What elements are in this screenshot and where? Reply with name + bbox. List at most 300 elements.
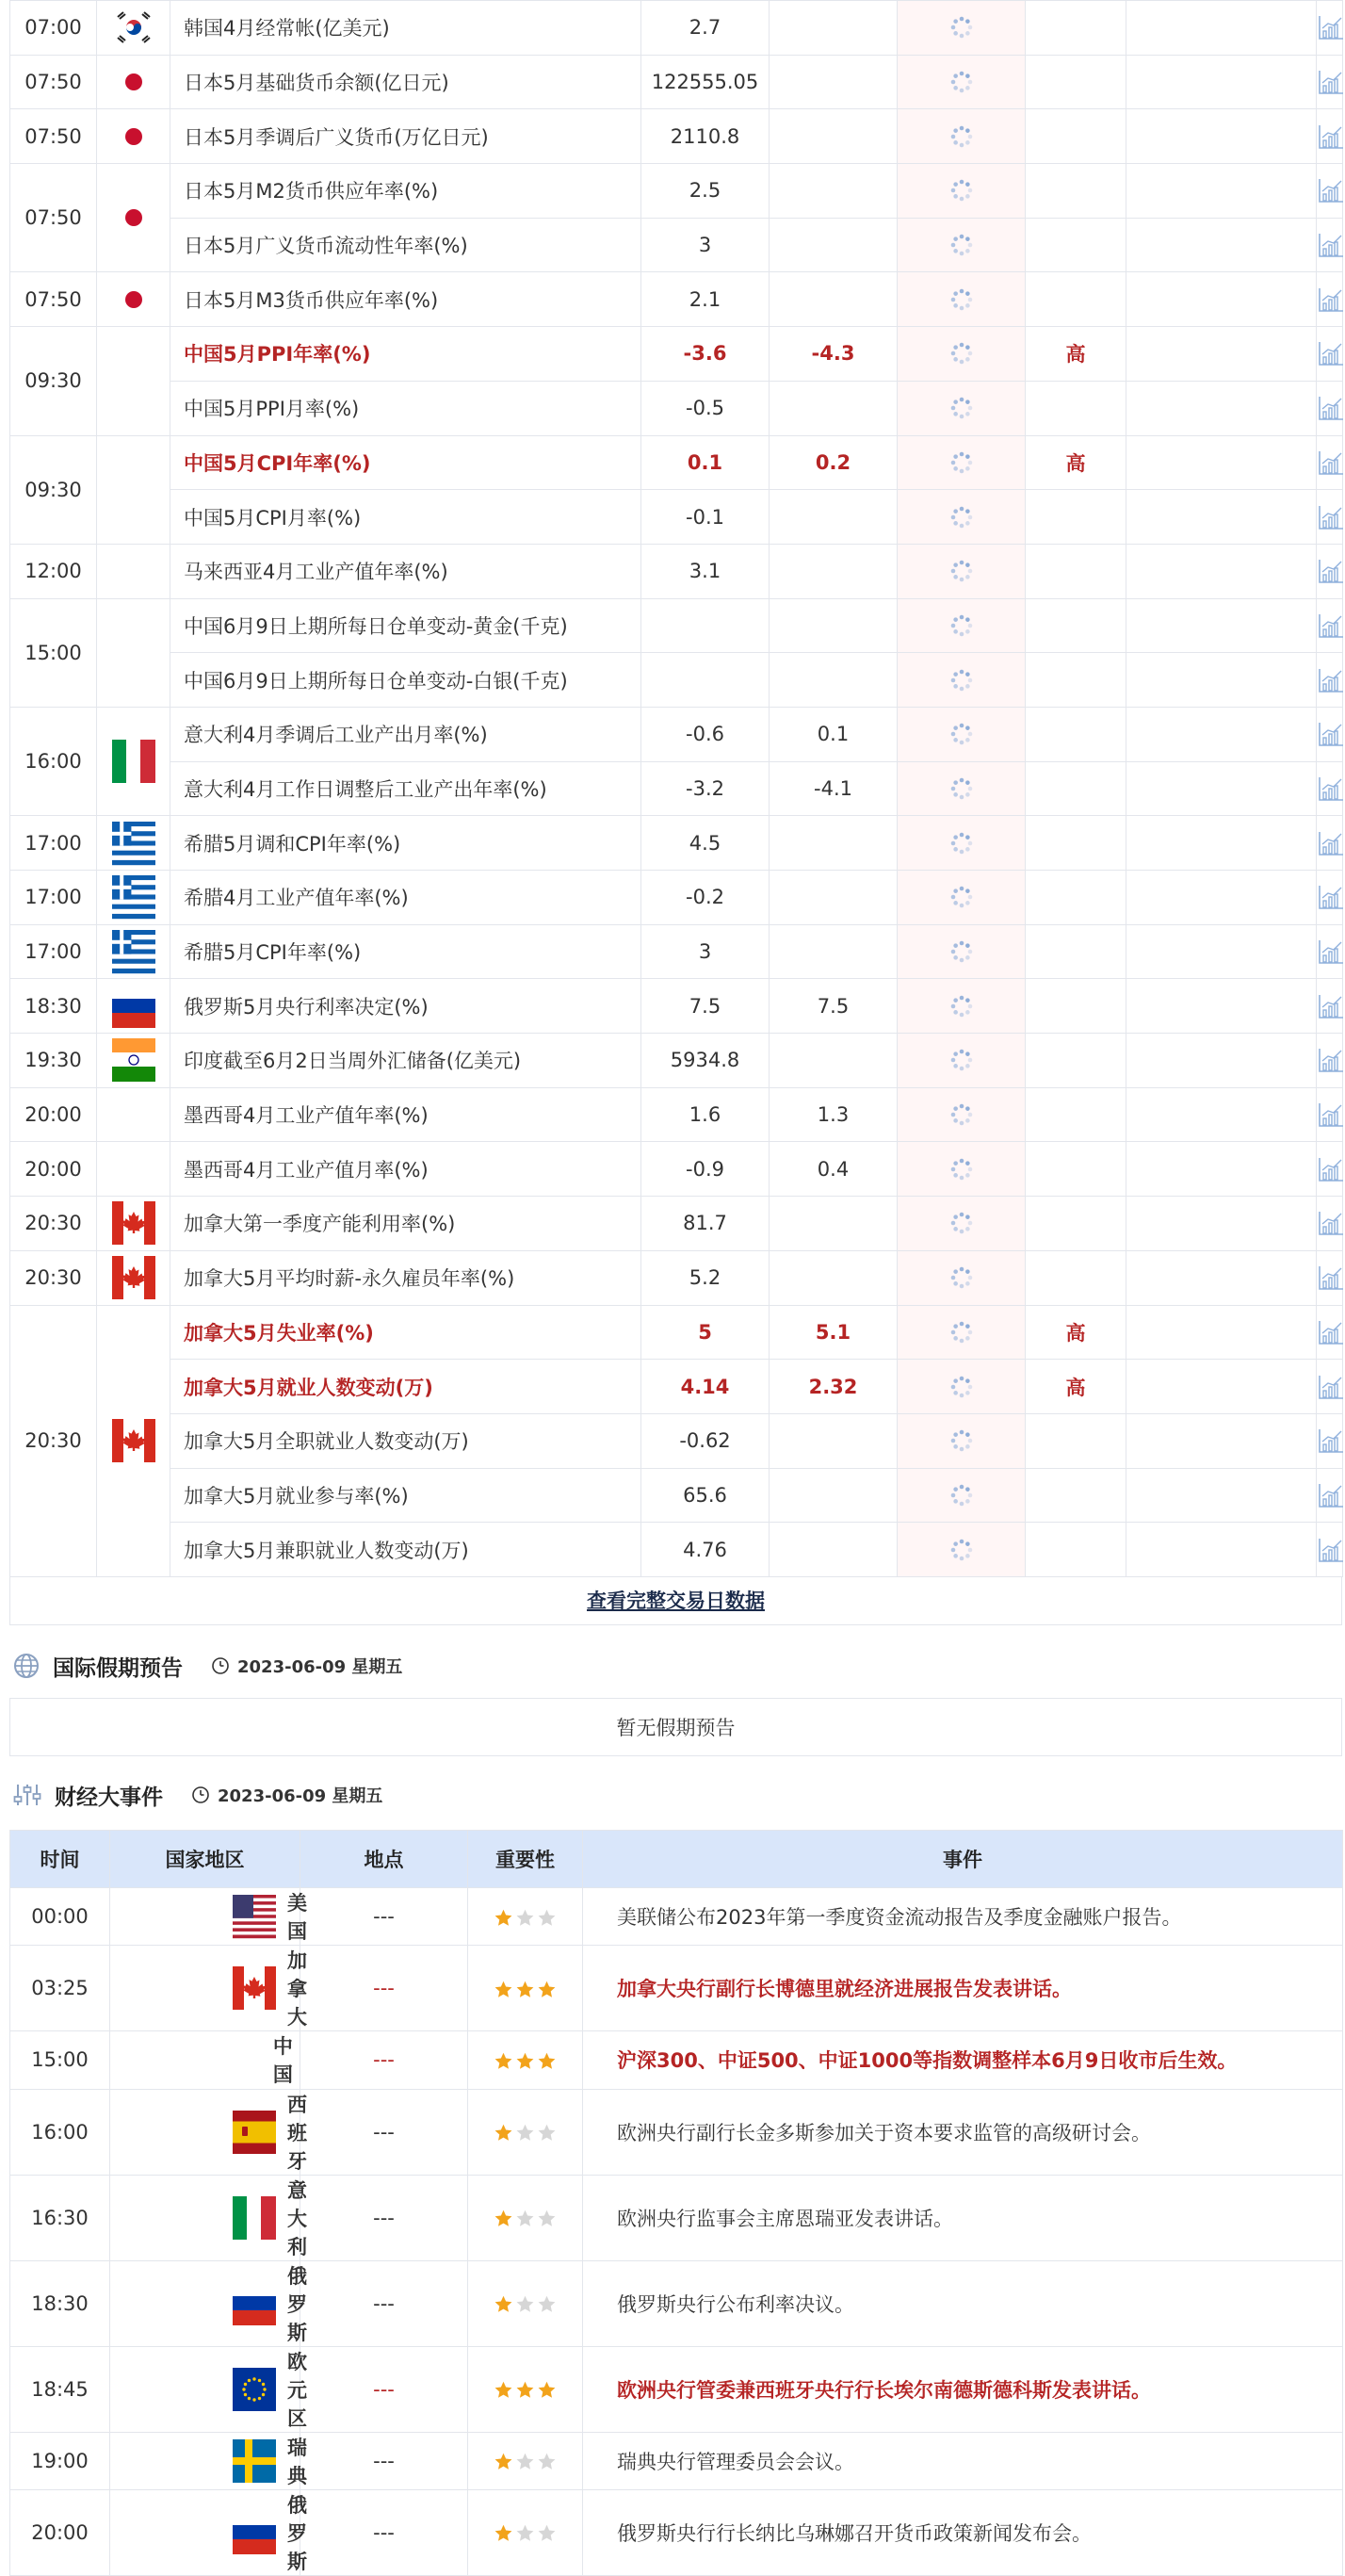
impact-cell — [1126, 598, 1317, 653]
impact-cell — [1126, 1142, 1317, 1197]
chart-cell — [1317, 816, 1343, 871]
event-row — [10, 1946, 1343, 2031]
chart-icon[interactable] — [1317, 1101, 1345, 1129]
event-country-name: 中国 — [272, 2035, 293, 2087]
chart-icon[interactable] — [1317, 448, 1345, 477]
economic-calendar-table — [9, 0, 1343, 1577]
italy-flag-icon — [233, 2196, 276, 2240]
actual-value-loading — [898, 381, 1026, 435]
chart-icon[interactable] — [1317, 1264, 1345, 1292]
star-filled-icon — [515, 2380, 535, 2400]
release-time: 20:30 — [10, 1250, 97, 1305]
release-time: 20:00 — [10, 1142, 97, 1197]
star-empty-icon — [515, 2452, 535, 2471]
importance-label — [1026, 871, 1126, 925]
star-empty-icon — [537, 2523, 557, 2543]
forecast-value — [770, 55, 898, 109]
clock-icon — [211, 1656, 230, 1675]
indicator-name: 加拿大5月就业参与率(%) — [170, 1468, 641, 1523]
impact-cell — [1126, 1087, 1317, 1142]
impact-cell — [1126, 1468, 1317, 1523]
calendar-row — [10, 164, 1343, 219]
loading-spinner-icon — [948, 938, 975, 965]
event-country-cell — [110, 1946, 307, 2031]
impact-cell — [1126, 435, 1317, 490]
chart-icon[interactable] — [1317, 1209, 1345, 1237]
forecast-value — [770, 653, 898, 708]
release-time: 07:50 — [10, 164, 97, 272]
importance-label — [1026, 816, 1126, 871]
chart-icon[interactable] — [1317, 231, 1345, 259]
chart-icon[interactable] — [1317, 611, 1345, 640]
calendar-row — [10, 490, 1343, 545]
forecast-value — [770, 164, 898, 219]
header-event: 事件 — [583, 1831, 1343, 1888]
star-filled-icon — [494, 2051, 513, 2071]
event-importance-stars — [468, 1946, 583, 2031]
importance-label — [1026, 761, 1126, 816]
indicator-name: 加拿大5月失业率(%) — [170, 1305, 641, 1360]
japan-flag-icon — [112, 278, 155, 321]
forecast-value: 7.5 — [770, 979, 898, 1034]
india-flag-icon — [112, 1038, 155, 1082]
chart-icon[interactable] — [1317, 339, 1345, 367]
loading-spinner-icon — [948, 884, 975, 910]
chart-icon[interactable] — [1317, 13, 1345, 41]
star-empty-icon — [515, 2123, 535, 2143]
impact-cell — [1126, 272, 1317, 327]
actual-value-loading — [898, 1142, 1026, 1197]
indicator-name: 希腊5月调和CPI年率(%) — [170, 816, 641, 871]
indicator-name: 加拿大5月兼职就业人数变动(万) — [170, 1523, 641, 1577]
star-filled-icon — [494, 1908, 513, 1928]
impact-cell — [1126, 109, 1317, 164]
calendar-row — [10, 109, 1343, 164]
actual-value-loading — [898, 1468, 1026, 1523]
chart-cell — [1317, 924, 1343, 979]
indicator-name: 日本5月广义货币流动性年率(%) — [170, 218, 641, 272]
event-location: --- — [300, 2031, 468, 2089]
star-empty-icon — [515, 1908, 535, 1928]
impact-cell — [1126, 707, 1317, 761]
event-location: --- — [300, 1888, 468, 1946]
importance-label — [1026, 1087, 1126, 1142]
event-country-name: 美国 — [287, 1892, 307, 1944]
event-country-cell — [110, 2260, 307, 2346]
view-full-day-data-link[interactable]: 查看完整交易日数据 — [587, 1590, 765, 1612]
importance-label — [1026, 979, 1126, 1034]
actual-value-loading — [898, 1360, 1026, 1414]
calendar-row — [10, 1468, 1343, 1523]
impact-cell — [1126, 1250, 1317, 1305]
event-importance-stars — [468, 2089, 583, 2175]
calendar-row — [10, 1142, 1343, 1197]
chart-icon[interactable] — [1317, 1318, 1345, 1346]
importance-label — [1026, 55, 1126, 109]
loading-spinner-icon — [948, 1047, 975, 1073]
events-section-title: 财经大事件 — [55, 1785, 163, 1810]
event-country-name: 意大利 — [287, 2178, 307, 2258]
chart-cell — [1317, 435, 1343, 490]
sliders-icon — [13, 1782, 41, 1808]
chart-cell — [1317, 653, 1343, 708]
indicator-name: 墨西哥4月工业产值年率(%) — [170, 1087, 641, 1142]
release-time: 15:00 — [10, 598, 97, 707]
loading-spinner-icon — [948, 177, 975, 204]
chart-cell — [1317, 1197, 1343, 1251]
chart-icon[interactable] — [1317, 285, 1345, 314]
chart-cell — [1317, 490, 1343, 545]
indicator-name: 墨西哥4月工业产值月率(%) — [170, 1142, 641, 1197]
previous-value — [641, 653, 770, 708]
star-filled-icon — [494, 2380, 513, 2400]
actual-value-loading — [898, 490, 1026, 545]
chart-icon[interactable] — [1317, 1427, 1345, 1455]
event-description: 欧洲央行监事会主席恩瑞亚发表讲话。 — [583, 2175, 1343, 2260]
calendar-row — [10, 598, 1343, 653]
canada-flag-icon — [112, 1256, 155, 1299]
indicator-name: 中国5月PPI年率(%) — [170, 327, 641, 382]
actual-value-loading — [898, 761, 1026, 816]
event-row — [10, 2489, 1343, 2575]
previous-value: -0.9 — [641, 1142, 770, 1197]
country-flag-cell — [97, 164, 170, 272]
canada-flag-icon — [233, 1966, 276, 2010]
greece-flag-icon — [112, 822, 155, 865]
actual-value-loading — [898, 435, 1026, 490]
actual-value-loading — [898, 979, 1026, 1034]
loading-spinner-icon — [948, 286, 975, 313]
chart-icon[interactable] — [1317, 122, 1345, 151]
calendar-row — [10, 544, 1343, 598]
event-importance-stars — [468, 2432, 583, 2489]
calendar-row — [10, 979, 1343, 1034]
actual-value-loading — [898, 653, 1026, 708]
event-country-name: 俄罗斯 — [287, 2264, 307, 2344]
event-country-cell — [110, 2175, 307, 2260]
forecast-value — [770, 490, 898, 545]
release-time: 09:30 — [10, 327, 97, 435]
event-location: --- — [300, 2089, 468, 2175]
country-flag-cell — [97, 1142, 170, 1197]
chart-icon[interactable] — [1317, 1481, 1345, 1509]
more-data-row — [9, 1576, 1342, 1625]
loading-spinner-icon — [948, 232, 975, 258]
event-location: --- — [300, 2432, 468, 2489]
event-time: 03:25 — [10, 1946, 110, 2031]
previous-value: 81.7 — [641, 1197, 770, 1251]
country-flag-cell — [97, 1087, 170, 1142]
country-flag-cell — [97, 1250, 170, 1305]
indicator-name: 日本5月M2货币供应年率(%) — [170, 164, 641, 219]
star-empty-icon — [515, 2523, 535, 2543]
japan-flag-icon — [112, 60, 155, 104]
forecast-value: 2.32 — [770, 1360, 898, 1414]
actual-value-loading — [898, 707, 1026, 761]
events-header-row — [10, 1831, 1343, 1888]
loading-spinner-icon — [948, 775, 975, 802]
actual-value-loading — [898, 164, 1026, 219]
chart-cell — [1317, 1087, 1343, 1142]
chart-icon[interactable] — [1317, 394, 1345, 422]
event-country-cell — [110, 2432, 307, 2489]
chart-icon[interactable] — [1317, 1155, 1345, 1183]
star-empty-icon — [537, 2452, 557, 2471]
previous-value: -0.5 — [641, 381, 770, 435]
impact-cell — [1126, 979, 1317, 1034]
importance-label — [1026, 1034, 1126, 1088]
star-filled-icon — [494, 2123, 513, 2143]
chart-icon[interactable] — [1317, 503, 1345, 531]
star-filled-icon — [515, 2051, 535, 2071]
forecast-value — [770, 1250, 898, 1305]
indicator-name: 日本5月M3货币供应年率(%) — [170, 272, 641, 327]
loading-spinner-icon — [948, 1427, 975, 1454]
forecast-value — [770, 871, 898, 925]
previous-value: -3.2 — [641, 761, 770, 816]
importance-label: 高 — [1026, 435, 1126, 490]
loading-spinner-icon — [948, 830, 975, 856]
previous-value: 2.7 — [641, 1, 770, 56]
previous-value: 5934.8 — [641, 1034, 770, 1088]
loading-spinner-icon — [948, 340, 975, 367]
indicator-name: 日本5月季调后广义货币(万亿日元) — [170, 109, 641, 164]
previous-value: 5.2 — [641, 1250, 770, 1305]
chart-cell — [1317, 381, 1343, 435]
chart-icon[interactable] — [1317, 557, 1345, 585]
previous-value: 3 — [641, 218, 770, 272]
impact-cell — [1126, 164, 1317, 219]
chart-icon[interactable] — [1317, 666, 1345, 694]
event-importance-stars — [468, 2346, 583, 2432]
calendar-row — [10, 707, 1343, 761]
calendar-row — [10, 1087, 1343, 1142]
forecast-value — [770, 1, 898, 56]
holiday-empty-box — [9, 1698, 1342, 1756]
importance-label — [1026, 598, 1126, 653]
importance-label — [1026, 707, 1126, 761]
actual-value-loading — [898, 871, 1026, 925]
star-empty-icon — [515, 2294, 535, 2314]
previous-value: 2110.8 — [641, 109, 770, 164]
star-filled-icon — [494, 2452, 513, 2471]
chart-cell — [1317, 1523, 1343, 1577]
event-location: --- — [300, 1946, 468, 2031]
impact-cell — [1126, 1360, 1317, 1414]
importance-label — [1026, 1, 1126, 56]
actual-value-loading — [898, 1034, 1026, 1088]
actual-value-loading — [898, 1087, 1026, 1142]
chart-icon[interactable] — [1317, 68, 1345, 96]
calendar-row — [10, 435, 1343, 490]
forecast-value: 1.3 — [770, 1087, 898, 1142]
country-flag-cell — [97, 707, 170, 815]
forecast-value — [770, 381, 898, 435]
actual-value-loading — [898, 816, 1026, 871]
loading-spinner-icon — [948, 1319, 975, 1345]
event-time: 19:00 — [10, 2432, 110, 2489]
previous-value: -0.1 — [641, 490, 770, 545]
indicator-name: 韩国4月经常帐(亿美元) — [170, 1, 641, 56]
actual-value-loading — [898, 327, 1026, 382]
star-empty-icon — [537, 2123, 557, 2143]
greece-flag-icon — [112, 930, 155, 973]
release-time: 07:50 — [10, 55, 97, 109]
country-flag-cell — [97, 272, 170, 327]
canada-flag-icon — [112, 1419, 155, 1462]
previous-value: 3.1 — [641, 544, 770, 598]
event-description: 欧洲央行副行长金多斯参加关于资本要求监管的高级研讨会。 — [583, 2089, 1343, 2175]
event-description: 俄罗斯央行公布利率决议。 — [583, 2260, 1343, 2346]
star-filled-icon — [494, 2294, 513, 2314]
release-time: 18:30 — [10, 979, 97, 1034]
indicator-name: 中国5月CPI月率(%) — [170, 490, 641, 545]
loading-spinner-icon — [948, 123, 975, 150]
indicator-name: 希腊5月CPI年率(%) — [170, 924, 641, 979]
event-importance-stars — [468, 2489, 583, 2575]
indicator-name: 希腊4月工业产值年率(%) — [170, 871, 641, 925]
previous-value: 1.6 — [641, 1087, 770, 1142]
chart-icon[interactable] — [1317, 1373, 1345, 1401]
forecast-value — [770, 1468, 898, 1523]
russia-flag-icon — [233, 2511, 276, 2554]
chart-icon[interactable] — [1317, 829, 1345, 857]
importance-label: 高 — [1026, 1305, 1126, 1360]
forecast-value — [770, 1523, 898, 1577]
loading-spinner-icon — [948, 1156, 975, 1182]
chart-icon[interactable] — [1317, 883, 1345, 911]
event-description: 瑞典央行管理委员会会议。 — [583, 2432, 1343, 2489]
chart-icon[interactable] — [1317, 992, 1345, 1020]
forecast-value: -4.1 — [770, 761, 898, 816]
importance-label — [1026, 490, 1126, 545]
previous-value: 2.1 — [641, 272, 770, 327]
previous-value: 5 — [641, 1305, 770, 1360]
italy-flag-icon — [112, 740, 155, 783]
event-description: 加拿大央行副行长博德里就经济进展报告发表讲话。 — [583, 1946, 1343, 2031]
chart-icon[interactable] — [1317, 1536, 1345, 1564]
chart-cell — [1317, 1413, 1343, 1468]
events-section-header — [13, 1776, 382, 1814]
actual-value-loading — [898, 272, 1026, 327]
event-row — [10, 2346, 1343, 2432]
previous-value — [641, 598, 770, 653]
indicator-name: 中国6月9日上期所每日仓单变动-黄金(千克) — [170, 598, 641, 653]
star-empty-icon — [537, 1908, 557, 1928]
chart-icon[interactable] — [1317, 1046, 1345, 1074]
loading-spinner-icon — [948, 1482, 975, 1508]
indicator-name: 加拿大5月平均时薪-永久雇员年率(%) — [170, 1250, 641, 1305]
actual-value-loading — [898, 924, 1026, 979]
chart-cell — [1317, 218, 1343, 272]
event-country-name: 欧元区 — [287, 2350, 307, 2430]
chart-cell — [1317, 1250, 1343, 1305]
forecast-value — [770, 1197, 898, 1251]
release-time: 20:00 — [10, 1087, 97, 1142]
chart-icon[interactable] — [1317, 720, 1345, 748]
previous-value: 7.5 — [641, 979, 770, 1034]
event-row — [10, 2260, 1343, 2346]
chart-cell — [1317, 871, 1343, 925]
chart-icon[interactable] — [1317, 937, 1345, 966]
eu-flag-icon — [233, 2368, 276, 2411]
event-country-cell — [110, 2346, 307, 2432]
event-location: --- — [300, 2175, 468, 2260]
previous-value: 65.6 — [641, 1468, 770, 1523]
event-importance-stars — [468, 2260, 583, 2346]
chart-cell — [1317, 327, 1343, 382]
chart-icon[interactable] — [1317, 774, 1345, 803]
previous-value: 2.5 — [641, 164, 770, 219]
impact-cell — [1126, 1034, 1317, 1088]
country-flag-cell — [97, 598, 170, 707]
release-time: 12:00 — [10, 544, 97, 598]
greece-flag-icon — [112, 875, 155, 919]
event-country-name: 加拿大 — [287, 1949, 307, 2030]
indicator-name: 印度截至6月2日当周外汇储备(亿美元) — [170, 1034, 641, 1088]
event-description: 欧洲央行管委兼西班牙央行行长埃尔南德斯德科斯发表讲话。 — [583, 2346, 1343, 2432]
event-importance-stars — [468, 1888, 583, 1946]
country-flag-cell — [97, 55, 170, 109]
holiday-section-header — [13, 1647, 402, 1685]
japan-flag-icon — [112, 115, 155, 158]
russia-flag-icon — [112, 985, 155, 1028]
country-flag-cell — [97, 816, 170, 871]
indicator-name: 中国5月CPI年率(%) — [170, 435, 641, 490]
chart-cell — [1317, 1142, 1343, 1197]
impact-cell — [1126, 1523, 1317, 1577]
event-importance-stars — [468, 2175, 583, 2260]
chart-cell — [1317, 1468, 1343, 1523]
country-flag-cell — [97, 871, 170, 925]
event-country-cell — [110, 2031, 300, 2089]
calendar-row — [10, 1305, 1343, 1360]
indicator-name: 日本5月基础货币余额(亿日元) — [170, 55, 641, 109]
calendar-row — [10, 1413, 1343, 1468]
chart-icon[interactable] — [1317, 176, 1345, 204]
header-time: 时间 — [10, 1831, 110, 1888]
chart-cell — [1317, 55, 1343, 109]
chart-cell — [1317, 272, 1343, 327]
previous-value: 4.5 — [641, 816, 770, 871]
calendar-row — [10, 1250, 1343, 1305]
indicator-name: 意大利4月季调后工业产出月率(%) — [170, 707, 641, 761]
impact-cell — [1126, 327, 1317, 382]
event-country-name: 瑞典 — [287, 2436, 307, 2487]
indicator-name: 中国5月PPI月率(%) — [170, 381, 641, 435]
calendar-row — [10, 1197, 1343, 1251]
importance-label — [1026, 653, 1126, 708]
release-time: 17:00 — [10, 924, 97, 979]
event-country-name: 西班牙 — [287, 2093, 307, 2173]
event-country-cell — [110, 2089, 307, 2175]
russia-flag-icon — [233, 2282, 276, 2325]
impact-cell — [1126, 1305, 1317, 1360]
importance-label — [1026, 924, 1126, 979]
event-time: 16:30 — [10, 2175, 110, 2260]
previous-value: 3 — [641, 924, 770, 979]
loading-spinner-icon — [948, 1264, 975, 1291]
actual-value-loading — [898, 1523, 1026, 1577]
country-flag-cell — [97, 544, 170, 598]
chart-cell — [1317, 761, 1343, 816]
forecast-value — [770, 544, 898, 598]
holiday-section-title: 国际假期预告 — [53, 1655, 183, 1681]
calendar-row — [10, 1034, 1343, 1088]
actual-value-loading — [898, 1305, 1026, 1360]
usa-flag-icon — [233, 1895, 276, 1938]
importance-label — [1026, 218, 1126, 272]
